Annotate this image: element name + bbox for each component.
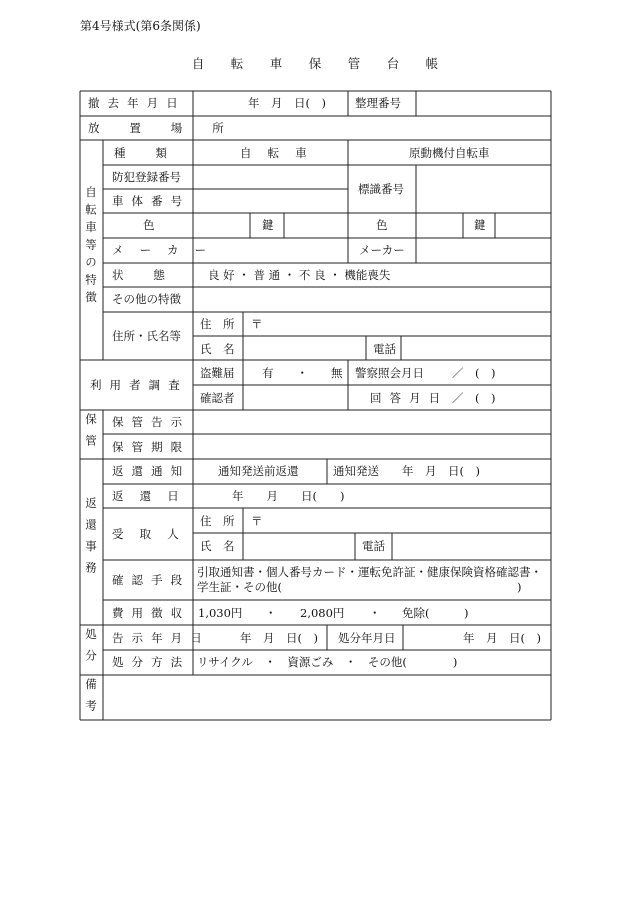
theft-report-label: 盗難届 bbox=[200, 366, 235, 380]
notice-date-label: 告示年月日 bbox=[112, 631, 210, 645]
confirmer-label: 確認者 bbox=[200, 391, 235, 405]
owner-info-label: 住所・氏名等 bbox=[112, 329, 181, 343]
document-title: 自 転 車 保 管 台 帳 bbox=[191, 56, 450, 71]
remarks-label: 備考 bbox=[84, 678, 98, 721]
fee-separator-2: ・ bbox=[369, 606, 381, 620]
disposal-date-label: 処分年月日 bbox=[338, 631, 396, 645]
plate-number-label: 標識番号 bbox=[358, 182, 404, 196]
color-label: 色 bbox=[143, 218, 155, 232]
type-moped: 原動機付自転車 bbox=[409, 146, 490, 160]
owner-name-label: 氏 名 bbox=[200, 342, 235, 356]
storage-period-label: 保管期限 bbox=[112, 440, 191, 454]
confirm-method-close: ) bbox=[517, 580, 522, 594]
form-number-label: 第4号様式(第6条関係) bbox=[80, 19, 201, 33]
receiver-name-label: 氏 名 bbox=[200, 539, 235, 553]
maker-label: メーカー bbox=[112, 243, 223, 257]
user-survey-label: 利用者調査 bbox=[90, 378, 188, 392]
receiver-label: 受取人 bbox=[112, 527, 195, 541]
fee-2080: 2,080円 bbox=[300, 606, 345, 620]
management-number-label: 整理番号 bbox=[355, 96, 401, 110]
other-features-label: その他の特徴 bbox=[112, 292, 181, 306]
condition-label: 状態 bbox=[112, 268, 195, 282]
return-group-label: 返還事務 bbox=[84, 497, 98, 583]
storage-group-label: 保管 bbox=[84, 413, 98, 456]
return-date-label: 返還日 bbox=[112, 489, 195, 503]
return-notice-label: 返還通知 bbox=[112, 464, 191, 478]
type-label: 種類 bbox=[114, 146, 197, 160]
disposal-method-options: リサイクル ・ 資源ごみ ・ その他( ) bbox=[197, 655, 458, 669]
features-group-label: 自転車等の特徴 bbox=[84, 186, 98, 309]
confirm-method-options: 引取通知書・個人番号カード・運転免許証・健康保険資格確認書・学生証・その他( bbox=[197, 565, 542, 594]
receiver-phone-label: 電話 bbox=[362, 539, 385, 553]
notice-date-value: 年 月 日( ) bbox=[240, 631, 318, 645]
frame-number-label: 車体番号 bbox=[112, 194, 191, 208]
removal-date-value: 年 月 日( ) bbox=[248, 96, 326, 110]
fee-separator-1: ・ bbox=[265, 606, 277, 620]
notice-sent-date: 年 月 日( ) bbox=[402, 464, 480, 478]
owner-address-label: 住 所 bbox=[200, 317, 235, 331]
storage-notice-label: 保管告示 bbox=[112, 415, 191, 429]
disposal-group-label: 処分 bbox=[84, 628, 98, 671]
disposal-method-label: 処分方法 bbox=[112, 655, 191, 669]
fee-1030: 1,030円 bbox=[198, 606, 243, 620]
receiver-address-label: 住 所 bbox=[200, 514, 235, 528]
notice-sent-label: 通知発送 bbox=[333, 464, 379, 478]
abandoned-location-label: 放置場所 bbox=[88, 121, 254, 135]
fee-exempt: 免除( ) bbox=[402, 606, 469, 620]
removal-date-label: 撤去年月日 bbox=[88, 96, 186, 110]
return-date-value: 年 月 日( ) bbox=[232, 489, 345, 503]
receiver-postal-mark: 〒 bbox=[251, 514, 263, 528]
condition-options: 良 好 ・ 普 通 ・ 不 良 ・ 機能喪失 bbox=[208, 268, 391, 282]
type-bicycle: 自転車 bbox=[240, 146, 323, 160]
disposal-date-value: 年 月 日( ) bbox=[463, 631, 541, 645]
key-label: 鍵 bbox=[262, 218, 274, 232]
confirm-method-label: 確認手段 bbox=[112, 573, 191, 587]
reply-date-label: 回答月日 bbox=[370, 391, 449, 405]
reply-date-value: ／ ( ) bbox=[452, 391, 496, 405]
police-inquiry-value: ／ ( ) bbox=[452, 366, 496, 380]
color-label-moped: 色 bbox=[376, 218, 388, 232]
return-before-notice: 通知発送前返還 bbox=[218, 464, 299, 478]
maker-label-moped: メーカー bbox=[359, 243, 405, 257]
crime-registration-label: 防犯登録番号 bbox=[112, 170, 181, 184]
theft-report-options: 有 ・ 無 bbox=[262, 366, 343, 380]
key-label-moped: 鍵 bbox=[474, 218, 486, 232]
postal-mark: 〒 bbox=[251, 317, 263, 331]
fee-label: 費用徴収 bbox=[112, 606, 191, 620]
police-inquiry-label: 警察照会月日 bbox=[355, 366, 424, 380]
owner-phone-label: 電話 bbox=[373, 342, 396, 356]
